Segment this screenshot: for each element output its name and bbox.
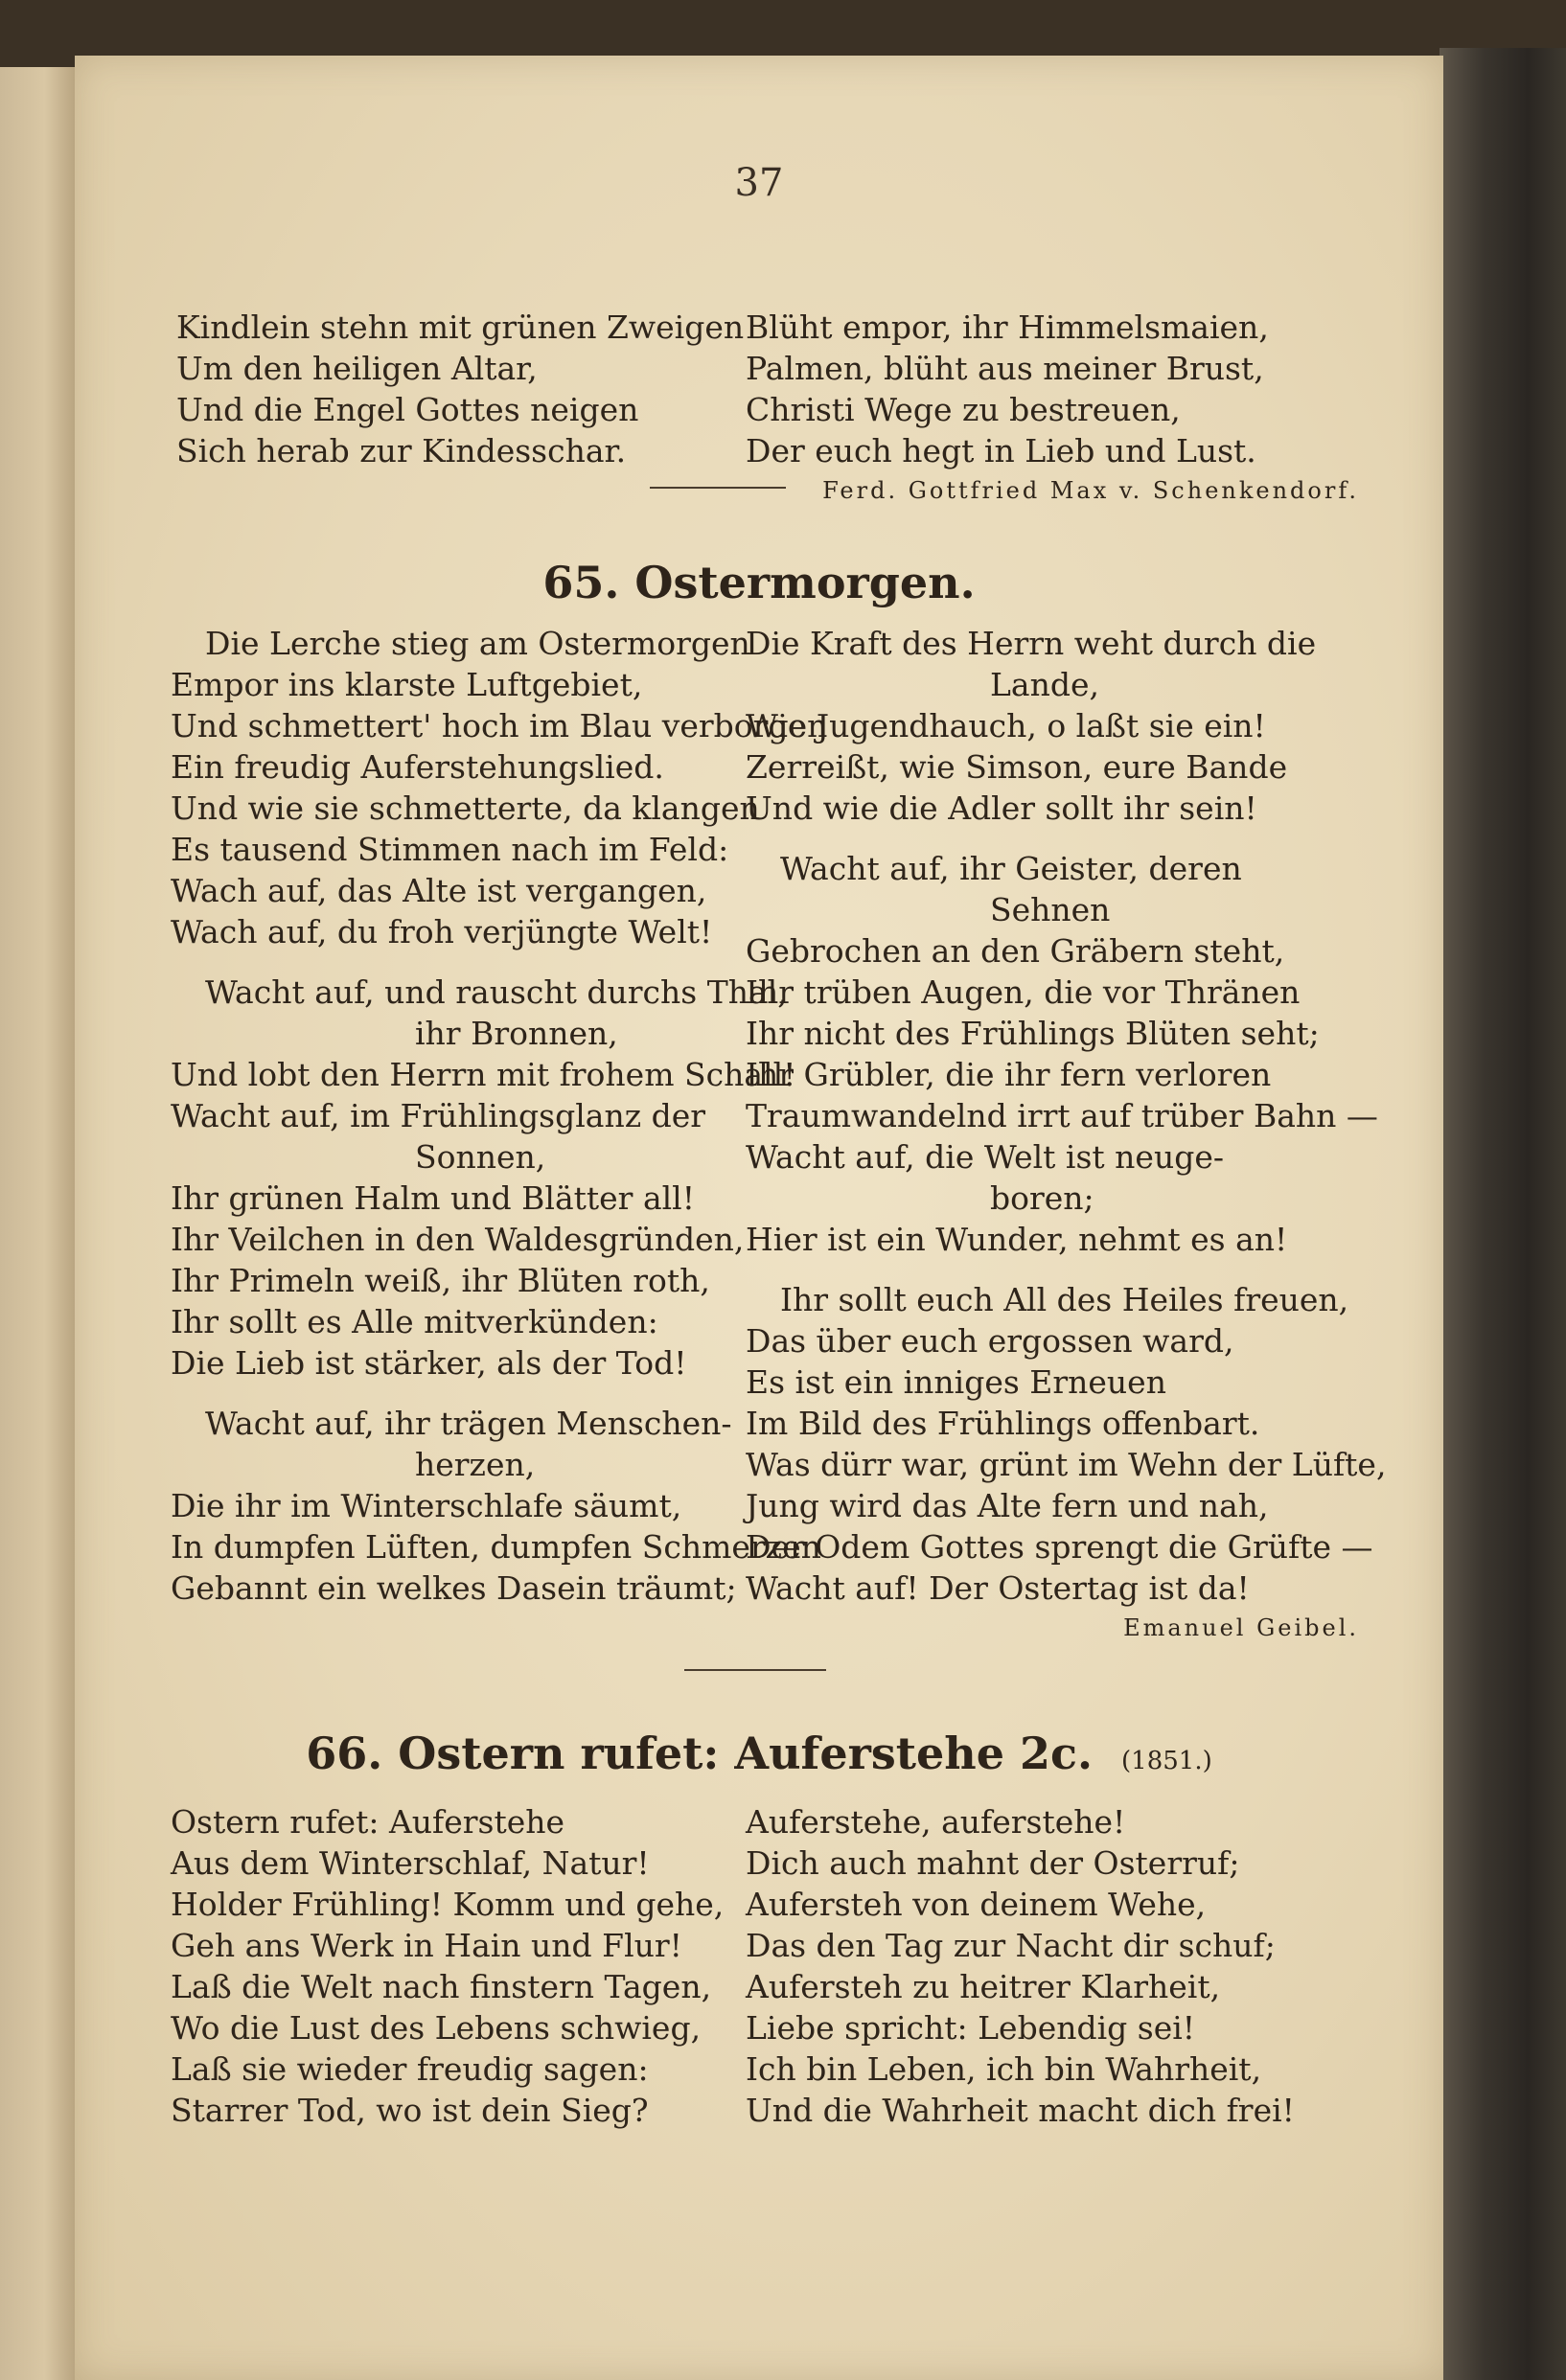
poem-line: Die Lieb ist stärker, als der Tod!	[171, 1344, 687, 1382]
page-number: 37	[734, 161, 784, 205]
poem-line: Ihr sollt euch All des Heiles freuen,	[780, 1281, 1349, 1318]
poem-line: In dumpfen Lüften, dumpfen Schmerzen	[171, 1528, 821, 1566]
poem-line: Wacht auf, ihr trägen Menschen-	[205, 1405, 732, 1442]
poem-66-number: 66.	[306, 1728, 383, 1779]
poem-line: Wacht auf! Der Ostertag ist da!	[746, 1569, 1250, 1607]
poem-line: Traumwandelnd irrt auf trüber Bahn —	[746, 1097, 1378, 1134]
top-poem-left-column	[176, 307, 744, 471]
poem-66-right-column	[746, 1801, 1295, 2131]
poem-line: Auferstehe, auferstehe!	[746, 1803, 1126, 1841]
poem-line: Ihr Primeln weiß, ihr Blüten roth,	[171, 1262, 710, 1299]
poem-line: Ihr Grübler, die ihr fern verloren	[746, 1056, 1272, 1093]
poem-line: Palmen, blüht aus meiner Brust,	[746, 350, 1264, 387]
poem-line: Ihr trüben Augen, die vor Thränen	[746, 973, 1301, 1011]
poem-line: Zerreißt, wie Simson, eure Bande	[746, 748, 1288, 786]
poem-line: Was dürr war, grünt im Wehn der Lüfte,	[746, 1446, 1387, 1483]
section-divider	[650, 487, 786, 489]
poem-66-left-column	[171, 1801, 724, 2131]
poem-line: Und die Engel Gottes neigen	[176, 391, 639, 428]
book-binding	[1439, 48, 1566, 2380]
poem-66-title: Ostern rufet: Auferstehe 2c.	[398, 1728, 1094, 1779]
poem-line: Sonnen,	[415, 1138, 546, 1176]
poem-line: Christi Wege zu bestreuen,	[746, 391, 1181, 428]
poem-line: herzen,	[415, 1446, 536, 1483]
poem-line: Im Bild des Frühlings offenbart.	[746, 1405, 1260, 1442]
poem-line: Die Lerche stieg am Ostermorgen	[205, 625, 750, 662]
poem-line: Wacht auf, die Welt ist neuge-	[746, 1138, 1224, 1176]
poem-line: Der Odem Gottes sprengt die Grüfte —	[746, 1528, 1373, 1566]
poem-line: Aufersteh von deinem Wehe,	[746, 1886, 1207, 1923]
poem-65-number: 65.	[542, 557, 620, 608]
poem-65-title: Ostermorgen.	[634, 557, 976, 608]
poem-line: Und die Wahrheit macht dich frei!	[746, 2092, 1295, 2129]
poem-line: boren;	[990, 1179, 1094, 1217]
poem-66-year: (1851.)	[1121, 1747, 1212, 1775]
author-signature: Ferd. Gottfried Max v. Schenkendorf.	[822, 477, 1359, 504]
poem-line: Das über euch ergossen ward,	[746, 1322, 1234, 1360]
top-poem-right-column	[746, 307, 1359, 510]
poem-66-heading	[75, 1728, 1443, 1779]
poem-line: Ihr Veilchen in den Waldesgründen,	[171, 1221, 745, 1258]
poem-line: Lande,	[990, 666, 1099, 703]
poem-line: Und schmettert' hoch im Blau verborgen	[171, 707, 828, 744]
poem-line: ihr Bronnen,	[415, 1015, 618, 1052]
poem-line: Die Kraft des Herrn weht durch die	[746, 625, 1317, 662]
poem-line: Starrer Tod, wo ist dein Sieg?	[171, 2092, 649, 2129]
poem-line: Kindlein stehn mit grünen Zweigen	[176, 309, 745, 346]
poem-line: Und wie die Adler sollt ihr sein!	[746, 790, 1257, 827]
poem-line: Liebe spricht: Lebendig sei!	[746, 2009, 1196, 2047]
poem-line: Ihr nicht des Frühlings Blüten seht;	[746, 1015, 1320, 1052]
poem-line: Das den Tag zur Nacht dir schuf;	[746, 1927, 1276, 1964]
poem-line: Wacht auf, ihr Geister, deren	[780, 850, 1242, 887]
poem-65-left-column	[171, 623, 827, 1609]
poem-line: Der euch hegt in Lieb und Lust.	[746, 432, 1256, 469]
poem-line: Blüht empor, ihr Himmelsmaien,	[746, 309, 1269, 346]
poem-line: Sich herab zur Kindesschar.	[176, 432, 627, 469]
poem-line: Ostern rufet: Auferstehe	[171, 1803, 565, 1841]
poem-line: Wacht auf, im Frühlingsglanz der	[171, 1097, 706, 1134]
poem-65-right-column	[746, 623, 1387, 1647]
poem-line: Und wie sie schmetterte, da klangen	[171, 790, 760, 827]
poem-line: Geh ans Werk in Hain und Flur!	[171, 1927, 682, 1964]
poem-line: Gebrochen an den Gräbern steht,	[746, 932, 1285, 970]
poem-line: Empor ins klarste Luftgebiet,	[171, 666, 643, 703]
poem-line: Es tausend Stimmen nach im Feld:	[171, 831, 729, 868]
poem-line: Wacht auf, und rauscht durchs Thal,	[205, 973, 788, 1011]
poem-line: Ich bin Leben, ich bin Wahrheit,	[746, 2050, 1262, 2088]
poem-line: Dich auch mahnt der Osterruf;	[746, 1844, 1240, 1882]
poem-line: Ihr sollt es Alle mitverkünden:	[171, 1303, 658, 1340]
poem-line: Aufersteh zu heitrer Klarheit,	[746, 1968, 1221, 2005]
poem-line: Gebannt ein welkes Dasein träumt;	[171, 1569, 737, 1607]
poem-line: Ihr grünen Halm und Blätter all!	[171, 1179, 695, 1217]
poem-line: Die ihr im Winterschlafe säumt,	[171, 1487, 682, 1524]
poem-65-heading	[75, 557, 1443, 608]
poem-line: Sehnen	[990, 891, 1111, 928]
section-divider	[684, 1669, 826, 1671]
poem-line: Wach auf, das Alte ist vergangen,	[171, 872, 707, 909]
book-page	[75, 56, 1443, 2380]
poem-line: Um den heiligen Altar,	[176, 350, 538, 387]
poem-line: Aus dem Winterschlaf, Natur!	[171, 1844, 650, 1882]
poem-line: Holder Frühling! Komm und gehe,	[171, 1886, 725, 1923]
poem-line: Hier ist ein Wunder, nehmt es an!	[746, 1221, 1288, 1258]
poem-line: Laß die Welt nach finstern Tagen,	[171, 1968, 712, 2005]
poem-line: Wo die Lust des Lebens schwieg,	[171, 2009, 702, 2047]
poem-line: Laß sie wieder freudig sagen:	[171, 2050, 649, 2088]
poem-line: Wach auf, du froh verjüngte Welt!	[171, 913, 713, 950]
poem-line: Und lobt den Herrn mit frohem Schall!	[171, 1056, 796, 1093]
poem-line: Wie Jugendhauch, o laßt sie ein!	[746, 707, 1266, 744]
facing-page-edge	[0, 67, 75, 2380]
poem-line: Jung wird das Alte fern und nah,	[746, 1487, 1269, 1524]
author-signature: Emanuel Geibel.	[1123, 1614, 1359, 1641]
poem-line: Es ist ein inniges Erneuen	[746, 1363, 1166, 1401]
poem-line: Ein freudig Auferstehungslied.	[171, 748, 664, 786]
